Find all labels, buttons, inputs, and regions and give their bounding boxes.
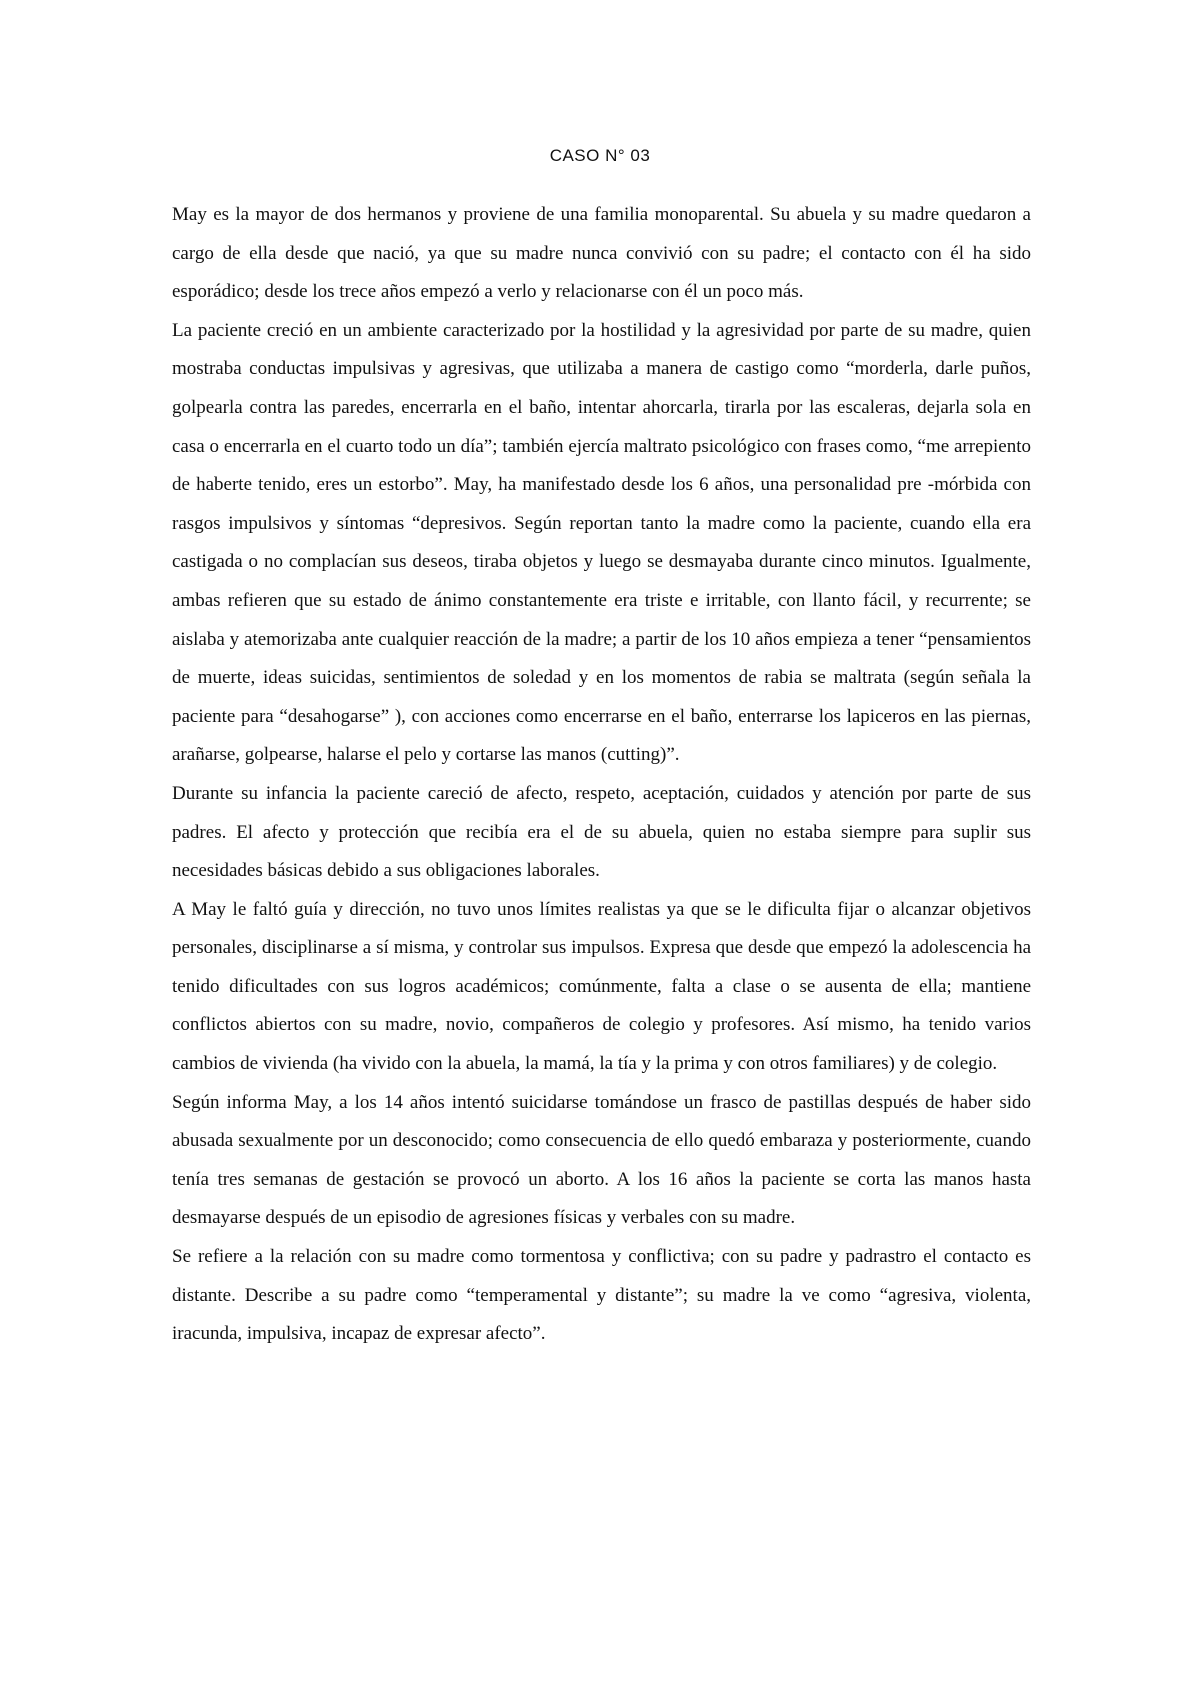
paragraph-adolescence-difficulties: A May le faltó guía y dirección, no tuvo unos límites realistas ya que se le dificulta fijar o alcanzar objetivos personales, disciplinarse a sí misma, y controlar sus impulsos. Expresa que desde que empezó la adolescencia ha tenido dificultades con sus logros académicos; comúnmente, falta a clase o se ausenta de ella; mantiene conflictos abiertos con su madre, novio, compañeros de colegio y profesores. Así mismo, ha tenido varios cambios de vivienda (ha vivido con la abuela, la mamá, la tía y la prima y con otros familiares) y de colegio. <box>172 898 1031 1075</box>
paragraph-lack-of-affection: Durante su infancia la paciente careció de afecto, respeto, aceptación, cuidados y atención por parte de sus padres. El afecto y protección que recibía era el de su abuela, quien no estaba siempre para suplir sus necesidades básicas debido a sus obligaciones laborales. <box>172 782 1031 882</box>
paragraph-family-relations: Se refiere a la relación con su madre como tormentosa y conflictiva; con su padre y padrastro el contacto es distante. Describe a su padre como “temperamental y distante”; su madre la ve como “agresiva, violenta, iracunda, impulsiva, incapaz de expresar afecto”. <box>172 1246 1031 1345</box>
document-body <box>172 196 1031 1354</box>
document-title: CASO N° 03 <box>549 146 651 165</box>
paragraph-suicide-attempt: Según informa May, a los 14 años intentó suicidarse tomándose un frasco de pastillas después de haber sido abusada sexualmente por un desconocido; como consecuencia de ello quedó embaraza y posteriormente, cuando tenía tres semanas de gestación se provocó un aborto. A los 16 años la paciente se corta las manos hasta desmayarse después de un episodio de agresiones físicas y verbales con su madre. <box>172 1091 1031 1229</box>
paragraph-childhood-environment: La paciente creció en un ambiente caracterizado por la hostilidad y la agresividad por parte de su madre, quien mostraba conductas impulsivas y agresivas, que utilizaba a manera de castigo como “morderla, darle puños, golpearla contra las paredes, encerrarla en el baño, intentar ahorcarla, tirarla por las escaleras, dejarla sola en casa o encerrarla en el cuarto todo un día”; también ejercía maltrato psicológico con frases como, “me arrepiento de haberte tenido, eres un estorbo”. May, ha manifestado desde los 6 años, una personalidad pre -mórbida con rasgos impulsivos y síntomas “depresivos. Según reportan tanto la madre como la paciente, cuando ella era castigada o no complacían sus deseos, tiraba objetos y luego se desmayaba durante cinco minutos. Igualmente, ambas refieren que su estado de ánimo constantemente era triste e irritable, con llanto fácil, y recurrente; se aislaba y atemorizaba ante cualquier reacción de la madre; a partir de los 10 años empieza a tener “pensamientos de muerte, ideas suicidas, sentimientos de soledad y en los momentos de rabia se maltrata (según señala la paciente para “desahogarse” ), con acciones como encerrarse en el baño, enterrarse los lapiceros en las piernas, arañarse, golpearse, halarse el pelo y cortarse las manos (cutting)”. <box>172 319 1031 766</box>
paragraph-family-background: May es la mayor de dos hermanos y proviene de una familia monoparental. Su abuela y su madre quedaron a cargo de ella desde que nació, ya que su madre nunca convivió con su padre; el contacto con él ha sido esporádico; desde los trece años empezó a verlo y relacionarse con él un poco más. <box>172 204 1031 303</box>
